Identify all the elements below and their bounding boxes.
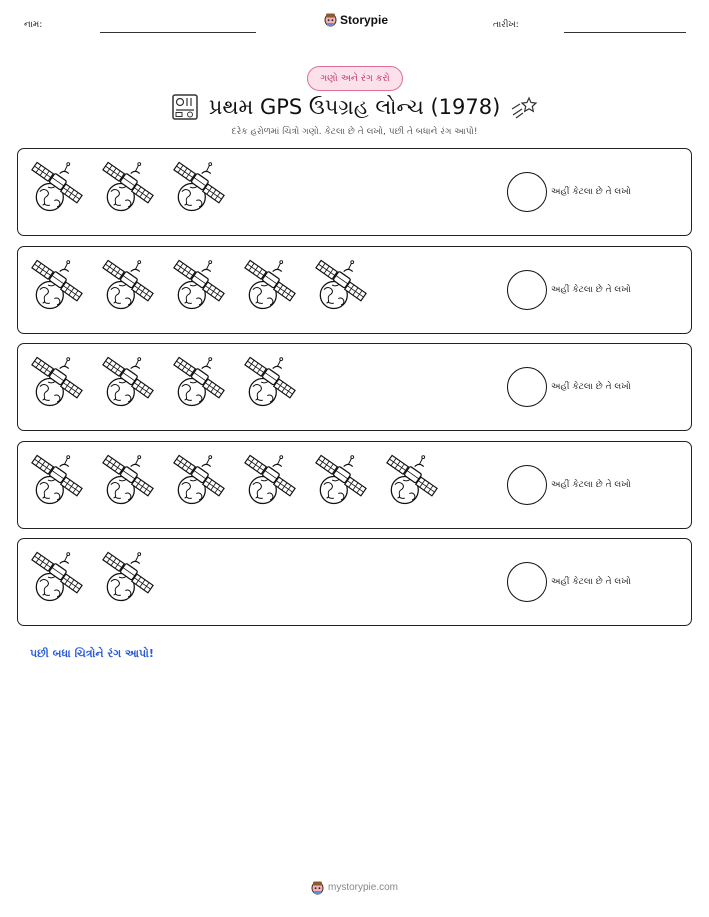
satellite-earth-icon[interactable]: [385, 454, 439, 508]
storypie-mascot-icon: [324, 12, 337, 27]
answer-circle[interactable]: [507, 562, 547, 602]
answer-label: અહીં કેટલા છે તે લખો: [551, 187, 631, 197]
brand-name: Storypie: [340, 12, 389, 27]
satellite-earth-icon[interactable]: [172, 356, 226, 410]
name-label: નામ:: [24, 20, 43, 30]
answer-label: અહીં કેટલા છે તે લખો: [551, 382, 631, 392]
satellite-earth-icon[interactable]: [101, 356, 155, 410]
row-icons: [30, 551, 155, 605]
answer-area: [507, 465, 631, 505]
satellite-earth-icon[interactable]: [30, 356, 84, 410]
answer-area: [507, 270, 631, 310]
page-title: પ્રથમ GPS ઉપગ્રહ લોન્ચ (1978): [208, 94, 501, 119]
brand-logo: [324, 12, 388, 27]
worksheet-header: [0, 0, 709, 40]
date-label: તારીખ:: [493, 20, 519, 30]
satellite-earth-icon[interactable]: [314, 259, 368, 313]
row-icons: [30, 356, 297, 410]
footer-note: પછી બધા ચિત્રોને રંગ આપો!: [30, 647, 154, 660]
answer-area: [507, 562, 631, 602]
satellite-earth-icon[interactable]: [101, 551, 155, 605]
answer-circle[interactable]: [507, 172, 547, 212]
satellite-panel-icon: [171, 93, 199, 121]
satellite-earth-icon[interactable]: [314, 454, 368, 508]
satellite-earth-icon[interactable]: [243, 356, 297, 410]
answer-label: અહીં કેટલા છે તે લખો: [551, 480, 631, 490]
storypie-mascot-icon: [311, 880, 324, 895]
site-footer: [0, 880, 709, 895]
answer-circle[interactable]: [507, 367, 547, 407]
counting-row: [17, 441, 692, 529]
satellite-earth-icon[interactable]: [172, 259, 226, 313]
satellite-earth-icon[interactable]: [101, 454, 155, 508]
activity-tag: ગણો અને રંગ કરો: [307, 66, 403, 91]
satellite-earth-icon[interactable]: [101, 161, 155, 215]
instruction-text: દરેક હરોળમાં ચિત્રો ગણો. કેટલા છે તે લખો, પછી તે બધાને રંગ આપો!: [231, 127, 478, 137]
satellite-earth-icon[interactable]: [101, 259, 155, 313]
counting-row: [17, 246, 692, 334]
row-icons: [30, 259, 368, 313]
counting-row: [17, 538, 692, 626]
date-line[interactable]: [564, 32, 686, 33]
answer-circle[interactable]: [507, 270, 547, 310]
answer-label: અહીં કેટલા છે તે લખો: [551, 577, 631, 587]
satellite-earth-icon[interactable]: [243, 454, 297, 508]
row-icons: [30, 161, 226, 215]
answer-area: [507, 172, 631, 212]
satellite-earth-icon[interactable]: [172, 161, 226, 215]
title-row: [0, 90, 709, 124]
answer-area: [507, 367, 631, 407]
answer-circle[interactable]: [507, 465, 547, 505]
satellite-earth-icon[interactable]: [172, 454, 226, 508]
name-line[interactable]: [100, 32, 256, 33]
shooting-star-icon: [510, 95, 538, 119]
answer-label: અહીં કેટલા છે તે લખો: [551, 285, 631, 295]
row-icons: [30, 454, 439, 508]
satellite-earth-icon[interactable]: [243, 259, 297, 313]
satellite-earth-icon[interactable]: [30, 454, 84, 508]
counting-row: [17, 343, 692, 431]
counting-row: [17, 148, 692, 236]
satellite-earth-icon[interactable]: [30, 259, 84, 313]
site-url: mystorypie.com: [327, 882, 398, 893]
satellite-earth-icon[interactable]: [30, 551, 84, 605]
satellite-earth-icon[interactable]: [30, 161, 84, 215]
